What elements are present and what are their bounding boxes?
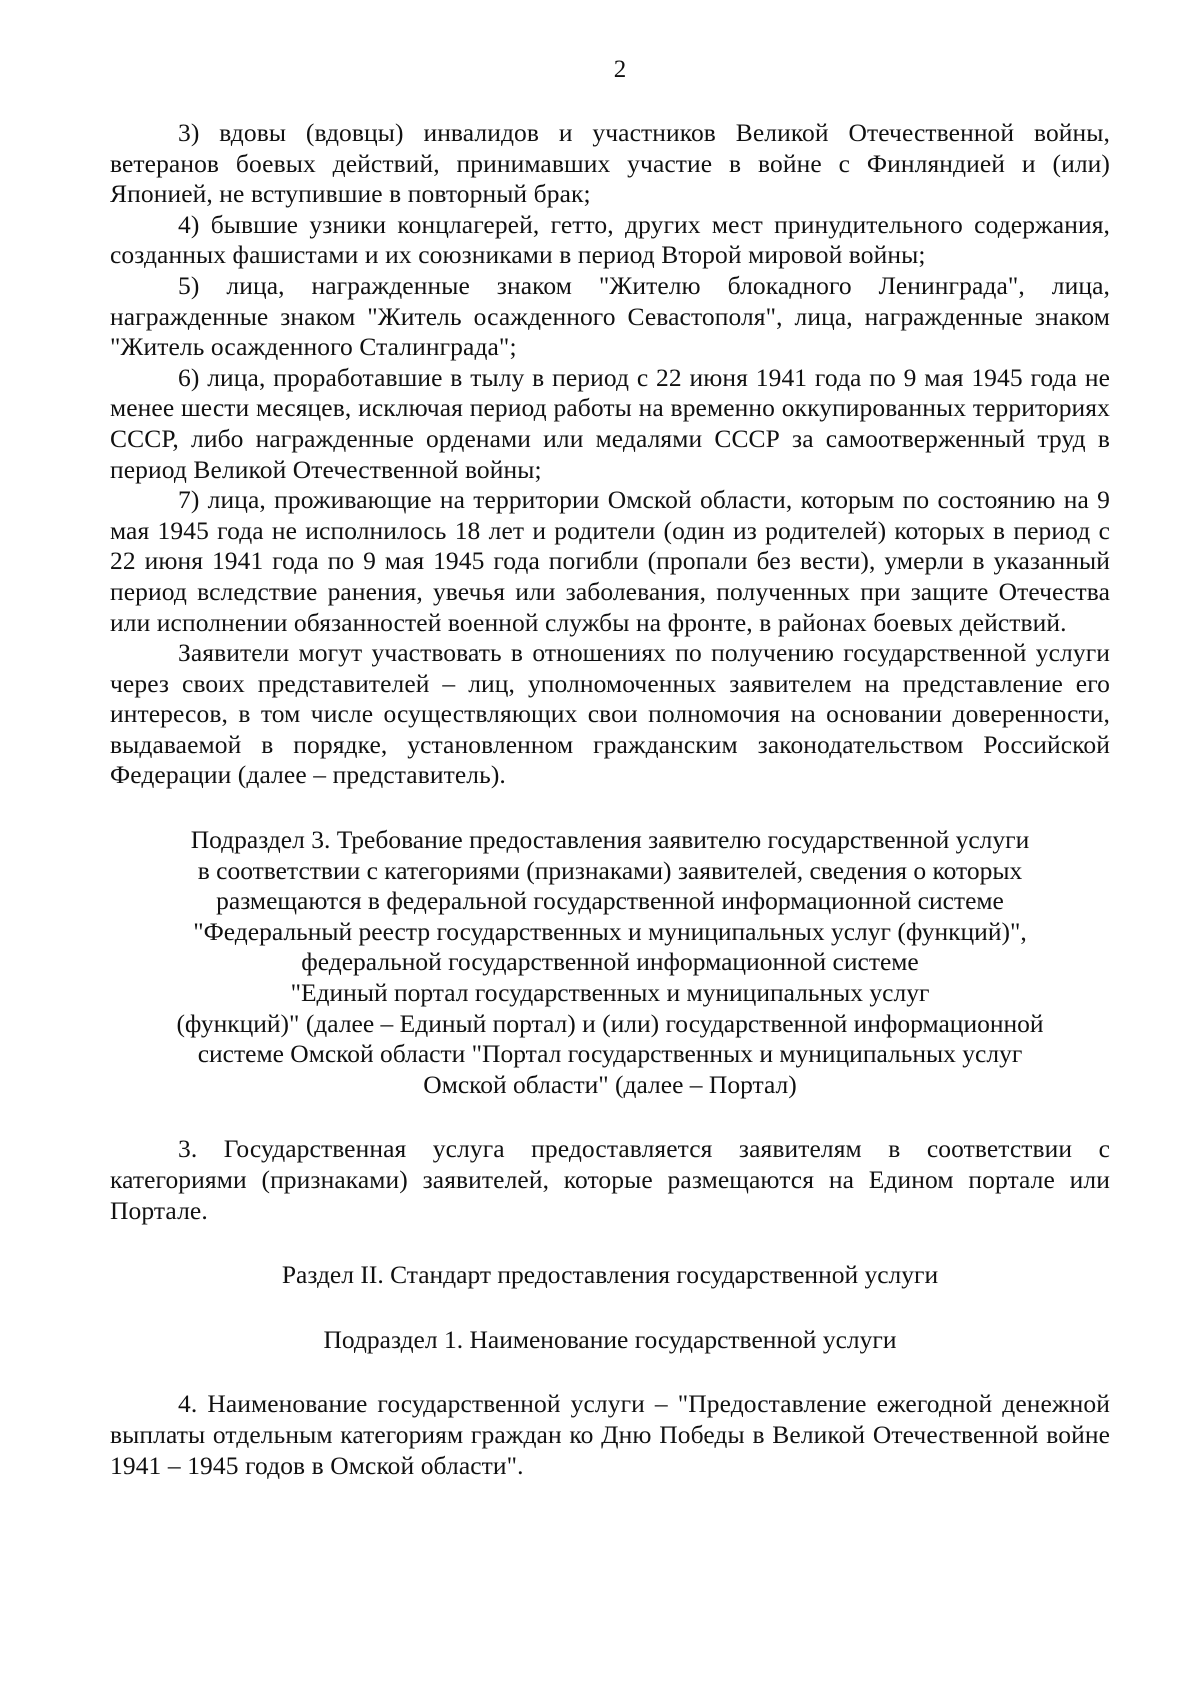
list-item-5: 5) лица, награжденные знаком "Жителю блокадного Ленинграда", лица, награжденные знаком "Житель осажденного Севастополя", лица, награжденные знаком "Житель осажденного Сталинграда"; — [110, 270, 1110, 362]
spacer — [110, 1100, 1110, 1134]
heading-line: Омской области" (далее – Портал) — [423, 1069, 797, 1099]
subsection-3-heading — [110, 825, 1110, 1100]
item-3-paragraph: 3. Государственная услуга предоставляется заявителям в соответствии с категориями (признаками) заявителей, которые размещаются на Едином портале или Портале. — [110, 1134, 1110, 1225]
heading-line: (функций)" (далее – Единый портал) и (или) государственной информационной — [176, 1008, 1044, 1038]
heading-line: "Единый портал государственных и муниципальных услуг — [290, 978, 930, 1008]
list-item-6: 6) лица, проработавшие в тылу в период с 22 июня 1941 года по 9 мая 1945 года не менее шести месяцев, исключая период работы на временно оккупированных территориях СССР, либо награжденные орденами или медалями СССР за самоотверженный труд в период Великой Отечественной войны; — [110, 362, 1110, 484]
heading-line: размещаются в федеральной государственной информационной системе — [216, 886, 1004, 916]
spacer — [110, 791, 1110, 825]
heading-line: системе Омской области "Портал государственных и муниципальных услуг — [197, 1039, 1023, 1069]
spacer — [110, 1226, 1110, 1260]
subsection-1-heading: Подраздел 1. Наименование государственной услуги — [323, 1324, 897, 1354]
list-item-3: 3) вдовы (вдовцы) инвалидов и участников Великой Отечественной войны, ветеранов боевых действий, принимавших участие в войне с Финляндией и (или) Японией, не вступившие в повторный брак; — [110, 118, 1110, 209]
representatives-paragraph: Заявители могут участвовать в отношениях по получению государственной услуги через своих представителей – лиц, уполномоченных заявителем на представление его интересов, в том числе осуществляющих свои полномочия на основании доверенности, выдаваемой в порядке, установленном гражданским законодательством Российской Федерации (далее – представитель). — [110, 638, 1110, 790]
spacer — [110, 1291, 1110, 1325]
heading-line: федеральной государственной информационной системе — [301, 947, 919, 977]
heading-line: "Федеральный реестр государственных и муниципальных услуг (функций)", — [193, 916, 1027, 946]
spacer — [110, 1355, 1110, 1389]
section-2-heading: Раздел II. Стандарт предоставления государственной услуги — [281, 1260, 939, 1290]
page-number: 2 — [613, 56, 627, 83]
heading-line: в соответствии с категориями (признаками) заявителей, сведения о которых — [197, 855, 1023, 885]
heading-line: Подраздел 3. Требование предоставления заявителю государственной услуги — [190, 825, 1030, 855]
list-item-4: 4) бывшие узники концлагерей, гетто, других мест принудительного содержания, созданных фашистами и их союзниками в период Второй мировой войны; — [110, 209, 1110, 270]
list-item-7: 7) лица, проживающие на территории Омской области, которым по состоянию на 9 мая 1945 года не исполнилось 18 лет и родители (один из родителей) которых в период с 22 июня 1941 года по 9 мая 1945 года погибли (пропали без вести), умерли в указанный период вследствие ранения, увечья или заболевания, полученных при защите Отечества или исполнении обязанностей военной службы на фронте, в районах боевых действий. — [110, 485, 1110, 637]
item-4-paragraph: 4. Наименование государственной услуги – "Предоставление ежегодной денежной выплаты отдельным категориям граждан ко Дню Победы в Великой Отечественной войне 1941 – 1945 годов в Омской области". — [110, 1389, 1110, 1480]
